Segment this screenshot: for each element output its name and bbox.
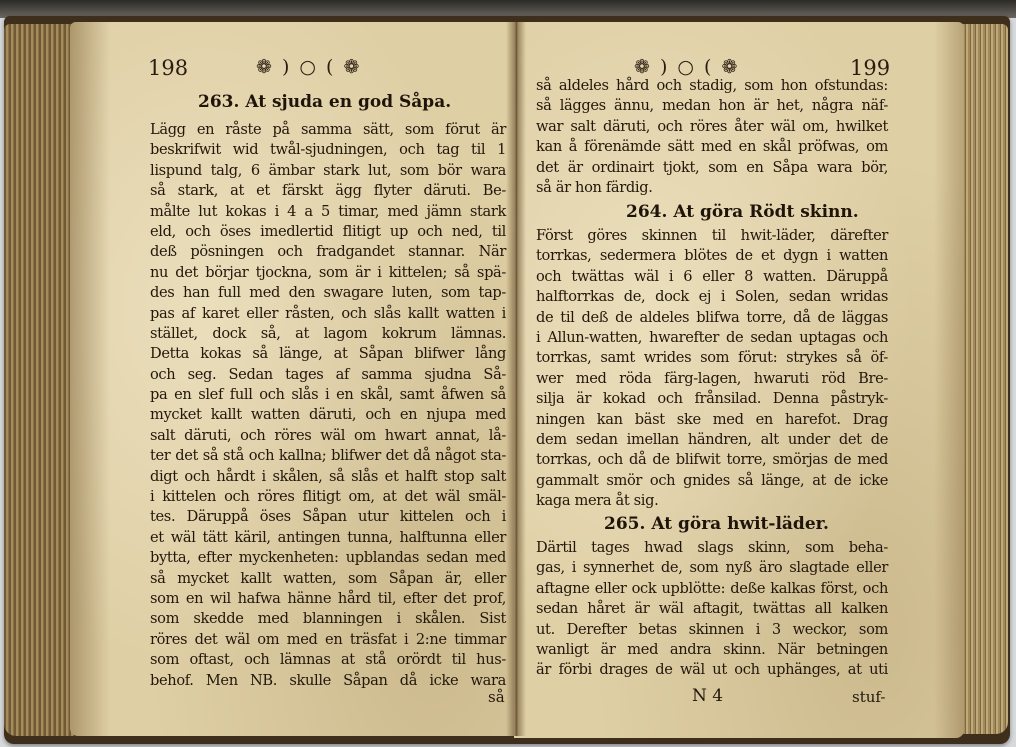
text-line: och seg. Sedan tages af samma sjudna Så- [150, 365, 506, 383]
text-line: i Allun-watten, hwarefter de sedan uptagas och [536, 328, 888, 346]
text-line: så är hon färdig. [536, 178, 653, 196]
text-line: ut. Derefter betas skinnen i 3 weckor, som [536, 620, 888, 638]
text-line: gas, i synnerhet de, som nyß äro slagtade eller [536, 559, 888, 577]
text-line: torrkas, och då de blifwit torre, smörjas de med [536, 451, 888, 469]
text-line: stället, dock så, at lagom kokrum lämnas. [150, 324, 506, 342]
text-line: så mycket kallt watten, som Såpan är, eller [150, 569, 506, 587]
right-page-edges [958, 24, 1008, 734]
text-line: kan å förenämde sätt med en skål pröfwas, om [536, 138, 888, 156]
text-line: röres det wäl om med en träsfat i 2:ne timmar [150, 630, 506, 648]
recipe-heading-263: 263. At sjuda en god Såpa. [198, 92, 452, 112]
text-line: pa en slef full och slås i en skål, samt åfwen så [150, 386, 506, 404]
text-line: så stark, at et färskt ägg flyter däruti. Be- [150, 182, 506, 200]
text-line: digt och hårdt i skålen, så slås et halft stop salt [150, 467, 506, 485]
text-line: war salt däruti, och röres åter wäl om, hwilket [536, 117, 888, 135]
right-page-continuation [536, 76, 888, 198]
text-line: nu det börjar tjockna, som är i kittelen; så spä- [150, 263, 506, 281]
text-line: Därtil tages hwad slags skinn, som beha- [536, 539, 888, 556]
text-line: torrkas, sedermera blötes de et dygn i watten [536, 247, 888, 265]
text-line: kaga mera åt sig. [536, 492, 659, 510]
text-line: Detta kokas så länge, at Såpan blifwer lång [150, 345, 506, 363]
text-line: som oftast, och lämnas at stå orördt til hus- [150, 651, 506, 669]
recipe-heading-265: 265. At göra hwit-läder. [604, 514, 829, 534]
text-line: i kittelen och röres flitigt om, at det wäl smäl- [150, 488, 506, 506]
left-page-body [150, 120, 506, 691]
recipe-body-264 [536, 226, 888, 511]
catchword-right: stuf- [852, 688, 886, 706]
text-line: ningen kan bäst ske med en harefot. Drag [536, 410, 888, 428]
text-line: gammalt smör och gnides så länge, at de icke [536, 471, 888, 489]
text-line: så lägges ännu, medan hon är het, några näf- [536, 97, 888, 115]
text-line: wer med röda färg-lagen, hwaruti röd Bre- [536, 369, 888, 387]
text-line: är förbi drages de wäl ut och uphänges, at uti [536, 661, 888, 679]
right-page [514, 22, 964, 738]
text-line: beskrifwit wid twål-sjudningen, och tag til 1 [150, 141, 506, 159]
book-gutter [506, 22, 526, 736]
header-ornament-left: ❁ ) ○ ( ❁ [256, 56, 362, 78]
text-line: Först göres skinnen til hwit-läder, därefter [536, 227, 888, 244]
signature-mark: N 4 [692, 686, 724, 706]
text-line: Lägg en råste på samma sätt, som förut är [150, 121, 506, 138]
text-line: sedan håret är wäl aftagit, twättas all kalken [536, 600, 888, 618]
text-line: mycket kallt watten däruti, och en njupa med [150, 406, 506, 424]
recipe-body-265 [536, 538, 888, 681]
text-line: som skedde med blanningen i skålen. Sist [150, 610, 506, 628]
text-line: eld, och öses imedlertid flitigt up och ned, til [150, 222, 506, 240]
text-line: som en wil hafwa hänne hård til, efter det prof, [150, 589, 506, 607]
text-line: pas af karet eller råsten, och slås kallt watten i [150, 304, 506, 322]
text-line: det är ordinairt tjokt, som en Såpa wara bör, [536, 158, 888, 176]
left-page [70, 22, 520, 736]
page-number-right: 199 [850, 56, 891, 80]
catchword-left: så [488, 688, 505, 706]
text-line: lispund talg, 6 ämbar stark lut, som bör wara [150, 161, 506, 179]
text-line: de til deß de aldeles blifwa torre, då de läggas [536, 308, 888, 326]
text-line: så aldeles hård och stadig, som hon ofstundas: [536, 77, 888, 94]
text-line: tes. Däruppå öses Såpan utur kittelen och i [150, 508, 506, 526]
text-line: målte lut kokas i 4 a 5 timar, med jämn stark [150, 202, 506, 220]
text-line: wanligt är med andra skinn. När betningen [536, 640, 888, 658]
page-number-left: 198 [148, 56, 189, 80]
text-line: bytta, efter myckenheten: upblandas sedan med [150, 549, 506, 567]
header-ornament-right: ❁ ) ○ ( ❁ [634, 56, 740, 78]
text-line: aftagne eller ock upblötte: deße kalkas först, och [536, 579, 888, 597]
text-line: et wäl tätt käril, antingen tunna, halftunna eller [150, 528, 506, 546]
text-line: silja är kokad och frånsilad. Denna påstryk- [536, 390, 888, 408]
text-line: torrkas, samt wrides som förut: strykes så öf- [536, 349, 888, 367]
text-line: deß pösningen och fradgandet stannar. När [150, 243, 506, 261]
recipe-heading-264: 264. At göra Rödt skinn. [626, 202, 859, 222]
text-line: behof. Men NB. skulle Såpan då icke wara [150, 671, 506, 689]
text-line: ter det så stå och kallna; blifwer det då något sta- [150, 447, 506, 465]
text-line: dem sedan imellan händren, alt under det de [536, 430, 888, 448]
text-line: halftorrkas de, dock ej i Solen, sedan wridas [536, 288, 888, 306]
text-line: och twättas wäl i 6 eller 8 watten. Däruppå [536, 267, 888, 285]
text-line: des han full med den swagare luten, som tap- [150, 284, 506, 302]
left-page-edges [4, 24, 74, 736]
text-line: salt däruti, och röres wäl om hwart annat, lå- [150, 426, 506, 444]
